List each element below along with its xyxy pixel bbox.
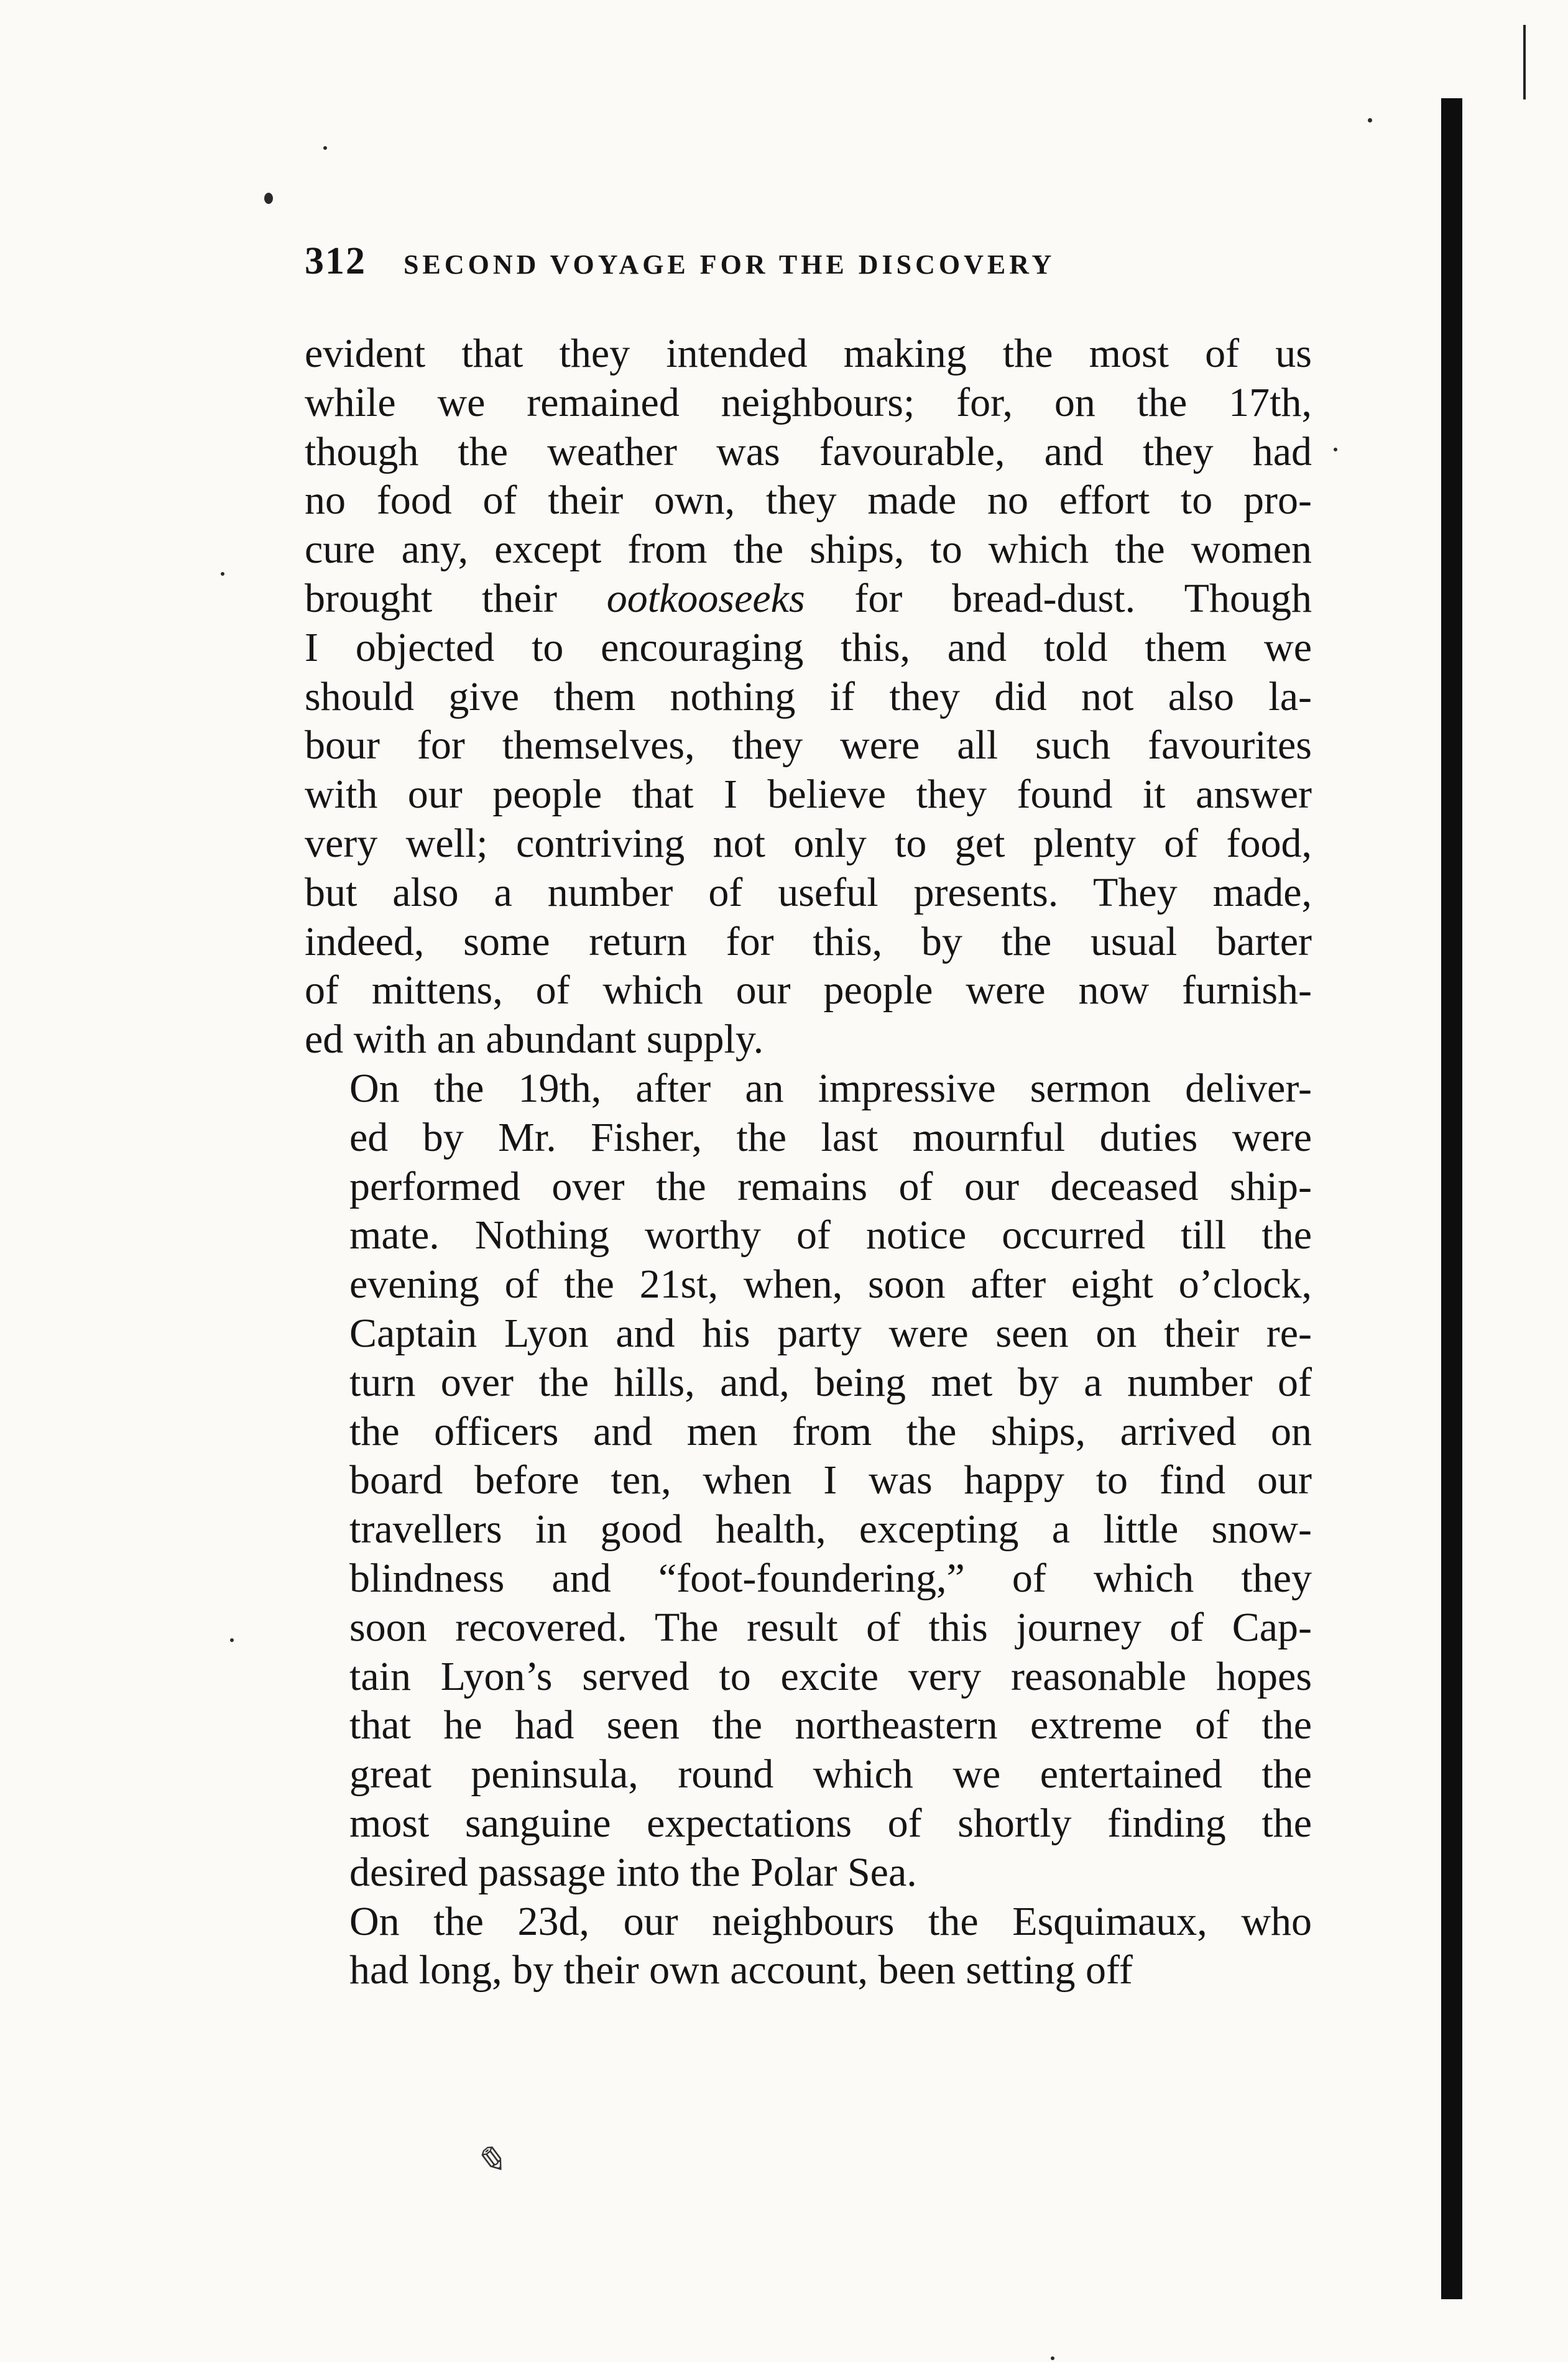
ink-speck [323, 146, 327, 150]
text-line: blindness and “foot-foundering,” of which they [349, 1555, 1312, 1601]
text-line: I objected to encouraging this, and told them we [305, 624, 1312, 670]
text-line: desired passage into the Polar Sea. [349, 1849, 917, 1895]
ink-speck [221, 572, 224, 576]
ink-speck [1334, 448, 1337, 451]
text-line: cure any, except from the ships, to which the women [305, 527, 1312, 573]
body-text [305, 330, 1312, 1995]
text-line: turn over the hills, and, being met by a number of [349, 1359, 1312, 1405]
text-line: ed by Mr. Fisher, the last mournful duties were [349, 1114, 1312, 1160]
text-line: ed with an abundant supply. [305, 1017, 764, 1063]
text-line: evening of the 21st, when, soon after eight o’clock, [349, 1262, 1312, 1308]
page-edge-line [1523, 25, 1526, 99]
text-line: bour for themselves, they were all such favourites [305, 722, 1312, 768]
text-line: while we remained neighbours; for, on the 17th, [305, 379, 1312, 425]
text-line: though the weather was favourable, and they had [305, 428, 1312, 474]
paragraph [305, 1064, 1312, 1898]
text-line: performed over the remains of our deceased ship- [349, 1163, 1312, 1209]
text-line: but also a number of useful presents. They made, [305, 869, 1312, 915]
text-line: of mittens, of which our people were now furnish- [305, 967, 1312, 1013]
binding-shadow [1441, 98, 1462, 2299]
paragraph [305, 330, 1312, 1064]
ink-speck [264, 193, 273, 204]
text-line: no food of their own, they made no effort to pro- [305, 477, 1312, 524]
ink-speck [1368, 118, 1372, 122]
paragraph [305, 1898, 1312, 1996]
ink-mark: ✎ [474, 2140, 505, 2181]
text-line: should give them nothing if they did not also la- [305, 673, 1312, 719]
text-line: brought their ootkooseeks for bread-dust. Though [305, 575, 1312, 621]
italic-word: ootkooseeks [606, 575, 805, 621]
text-line: indeed, some return for this, by the usual barter [305, 918, 1312, 964]
ink-speck [230, 1638, 234, 1642]
text-line: evident that they intended making the most of us [305, 331, 1312, 376]
text-line: On the 19th, after an impressive sermon deliver- [349, 1065, 1312, 1111]
text-line: mate. Nothing worthy of notice occurred till the [349, 1212, 1312, 1258]
text-line: had long, by their own account, been setting off [349, 1947, 1133, 1993]
text-line: that he had seen the northeastern extreme of the [349, 1702, 1312, 1748]
ink-speck [1051, 2356, 1054, 2360]
text-line: very well; contriving not only to get plenty of food, [305, 820, 1312, 866]
text-line: tain Lyon’s served to excite very reasonable hopes [349, 1653, 1312, 1699]
text-line: Captain Lyon and his party were seen on their re- [349, 1310, 1312, 1356]
text-line: board before ten, when I was happy to find our [349, 1457, 1312, 1503]
running-head: SECOND VOYAGE FOR THE DISCOVERY [404, 249, 1056, 280]
text-line: soon recovered. The result of this journey of Cap- [349, 1604, 1312, 1650]
text-line: with our people that I believe they found it answer [305, 772, 1312, 818]
text-line: great peninsula, round which we entertained the [349, 1751, 1312, 1797]
text-line: On the 23d, our neighbours the Esquimaux, who [349, 1898, 1312, 1944]
text-line: travellers in good health, excepting a little snow- [349, 1506, 1312, 1552]
page-number: 312 [305, 240, 366, 282]
text-line: the officers and men from the ships, arrived on [349, 1408, 1312, 1454]
text-line: most sanguine expectations of shortly finding the [349, 1800, 1312, 1846]
page-header [305, 239, 1318, 295]
